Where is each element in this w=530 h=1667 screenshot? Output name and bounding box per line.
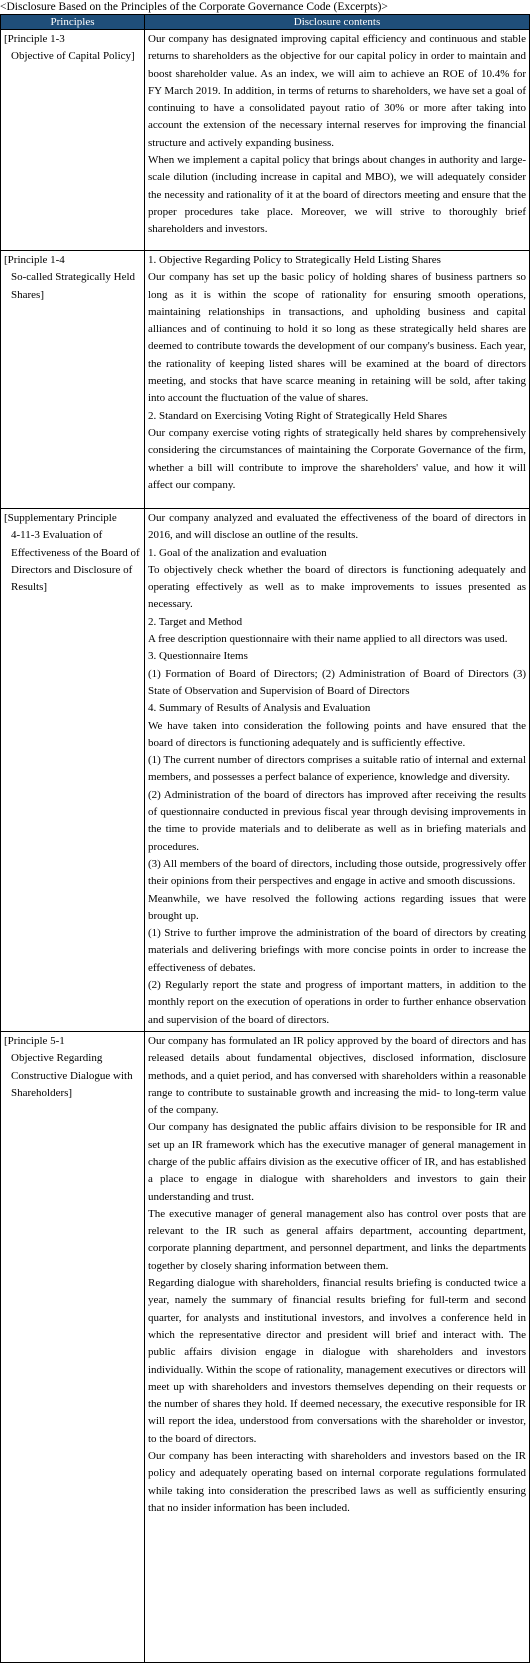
paragraph: Our company has designated improving capital efficiency and continuous and stable returns to shareholders as the objective for our capital policy in order to maintain and boost shareholder value. As an index, we will aim to achieve an ROE of 10.4% for FY March 2019. In addition, in terms of returns to shareholders, we have set a goal of continuing to have a consolidated payout ratio of 30% or more after taking into account the extension of the necessary internal reserves for improving the financial structure and actively expanding business. bbox=[148, 33, 526, 149]
paragraph: 1. Goal of the analization and evaluation bbox=[148, 546, 327, 559]
governance-table bbox=[0, 14, 530, 1663]
paragraph: (1) Formation of Board of Directors; (2) Administration of Board of Directors (3) State of Observation and Supervision of Board of Directors bbox=[148, 667, 526, 697]
paragraph: 2. Standard on Exercising Voting Right of Strategically Held Shares bbox=[148, 409, 447, 422]
disclosure-cell bbox=[145, 509, 530, 1032]
paragraph: 1. Objective Regarding Policy to Strategically Held Listing Shares bbox=[148, 254, 441, 266]
principle-subtitle: So-called Strategically Held Shares] bbox=[11, 271, 136, 301]
table-header-row bbox=[1, 15, 530, 30]
paragraph: Meanwhile, we have resolved the following actions regarding issues that were brought up. bbox=[148, 892, 526, 922]
paragraph: (3) All members of the board of directors, including those outside, progressively offer their opinions from their perspectives and engage in active and smooth discussions. bbox=[148, 857, 526, 888]
principle-cell bbox=[1, 1031, 145, 1662]
paragraph: A free description questionnaire with their name applied to all directors was used. bbox=[148, 633, 508, 646]
paragraph: Our company has set up the basic policy of holding shares of business partners so long as it is within the scope of rationality for ensuring smooth operations, maintaining relationships in transactions, and upholding business and capital alliances and of continuing to hold it so long as these strategically held shares are deemed to contribute towards the development of our company's business. Each year, the rationality of keeping listed shares will be examined at the board of directors meeting, and stocks that have scarce meaning in retaining will be sold, after taking into account the fluctuation of the value of shares. bbox=[148, 271, 526, 405]
paragraph: Our company has formulated an IR policy approved by the board of directors and has released details about fundamental objectives, disclosed information, disclosure methods, and a quiet period, and has conversed with shareholders within a reasonable range to contribute to sustainable growth and increasing the mid- to long-term value of the company. bbox=[148, 1034, 526, 1117]
paragraph: (1) Strive to further improve the administration of the board of directors by creating materials and delivering briefings with more concise points in order to increase the effectiveness of debates. bbox=[148, 927, 526, 974]
header-disclosure-contents: Disclosure contents bbox=[145, 15, 530, 30]
principle-title: [Principle 1-3 bbox=[4, 33, 65, 45]
table-row bbox=[1, 30, 530, 251]
paragraph: Our company has been interacting with shareholders and investors based on the IR policy and adequately operating based on internal corporate regulations formulated while taking into consideration the prescribed laws as well as sufficiently ensuring that no insider information has been included. bbox=[148, 1450, 526, 1514]
principle-subtitle: 4-11-3 Evaluation of Effectiveness of the Board of Directors and Disclosure of Results] bbox=[11, 529, 140, 594]
principle-title: [Supplementary Principle bbox=[4, 512, 117, 524]
paragraph: Our company exercise voting rights of strategically held shares by comprehensively considering the circumstances of maintaining the Corporate Governance of the firm, whether a bill will contribute to improve the shareholders' value, and how it will affect our company. bbox=[148, 426, 526, 491]
table-row bbox=[1, 251, 530, 509]
paragraph: To objectively check whether the board of directors is functioning adequately and operating effectively as well as to make improvements to issues presented as necessary. bbox=[148, 563, 526, 611]
paragraph: Our company analyzed and evaluated the effectiveness of the board of directors in 2016, and will disclose an outline of the results. bbox=[148, 512, 526, 542]
paragraph: (2) Administration of the board of directors has improved after receiving the results of questionnaire conducted in previous fiscal year through devising improvements in the time to provide materials and to deliberate as well as in briefing materials and procedures. bbox=[148, 788, 526, 853]
paragraph: (2) Regularly report the state and progress of important matters, in addition to the monthly report on the execution of operations in order to further enhance observation and supervision of the board of directors. bbox=[148, 979, 526, 1026]
principle-title: [Principle 1-4 bbox=[4, 254, 65, 266]
table-row bbox=[1, 509, 530, 1032]
header-principles: Principles bbox=[1, 15, 145, 30]
paragraph: 2. Target and Method bbox=[148, 615, 243, 628]
disclosure-cell bbox=[145, 30, 530, 251]
disclosure-cell bbox=[145, 1031, 530, 1662]
principle-cell bbox=[1, 509, 145, 1032]
table-row bbox=[1, 1031, 530, 1662]
paragraph: 4. Summary of Results of Analysis and Evaluation bbox=[148, 702, 371, 715]
paragraph: Regarding dialogue with shareholders, financial results briefing is conducted twice a year, namely the summary of financial results briefing for full-term and second quarter, for analysts and institutional investors, and involves a conference held in which the representative director and president will brief and interact with. The public affairs division engage in dialogue with shareholders and investors individually. Within the scope of rationality, management executives or directors will meet up with shareholders and investors themselves depending on their requests or the number of shares they hold. If deemed necessary, the executive responsible for IR will report the idea, understood from conversations with the shareholder or investor, to the board of directors. bbox=[148, 1277, 526, 1445]
principle-title: [Principle 5-1 bbox=[4, 1034, 65, 1047]
principle-subtitle: Objective of Capital Policy] bbox=[11, 50, 135, 63]
paragraph: (1) The current number of directors comprises a suitable ratio of internal and external members, and possesses a perfect balance of experience, knowledge and diversity. bbox=[148, 754, 526, 784]
paragraph: When we implement a capital policy that brings about changes in authority and large-scale dilution (including increase in capital and MBO), we will adequately consider the necessity and rationality of it at the board of directors meeting and ensure that the proper procedures take place. Moreover, we will strive to thoroughly brief shareholders and investors. bbox=[148, 154, 526, 236]
principle-cell bbox=[1, 30, 145, 251]
paragraph: 3. Questionnaire Items bbox=[148, 650, 248, 663]
document-caption: <Disclosure Based on the Principles of the Corporate Governance Code (Excerpts)> bbox=[0, 1, 388, 13]
disclosure-cell bbox=[145, 251, 530, 509]
paragraph: We have taken into consideration the following points and have ensured that the board of directors is functioning adequately and is sufficiently effective. bbox=[148, 719, 526, 749]
paragraph: The executive manager of general management also has control over posts that are relevant to the IR such as general affairs department, accounting department, corporate planning department, and personnel department, and links the departments together by closely sharing information between them. bbox=[148, 1207, 526, 1272]
principle-subtitle: Objective Regarding Constructive Dialogue with Shareholders] bbox=[11, 1052, 133, 1099]
paragraph: Our company has designated the public affairs division to be responsible for IR and set up an IR framework which has the executive manager of general management in charge of the public affairs division as the executive officer of IR, and has established a place to engage in dialogue with shareholders and investors to gain their understanding and trust. bbox=[148, 1121, 526, 1203]
principle-cell bbox=[1, 251, 145, 509]
